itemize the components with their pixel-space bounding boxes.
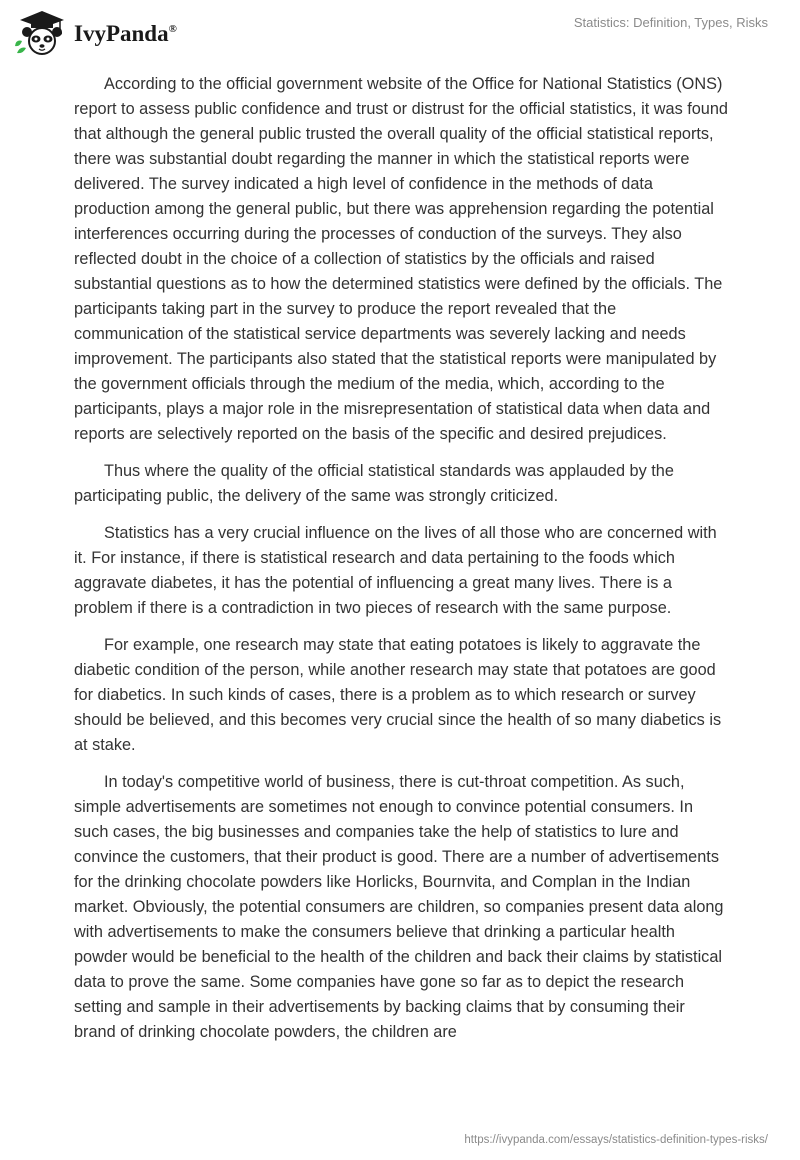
paragraph: According to the official government website of the Office for National Statistics (ONS) report to assess public confidence and trust or distrust for the official statistics, it was found that although the general public trusted the overall quality of the official statistical reports, there was substantial doubt regarding the manner in which the statistical reports were delivered. The survey indicated a high level of confidence in the methods of data production among the general public, but there was apprehension regarding the potential interferences occurring during the processes of conduction of the surveys. They also reflected doubt in the choice of a collection of statistics by the officials and raised substantial questions as to how the determined statistics were defined by the officials. The participants taking part in the survey to produce the report revealed that the communication of the statistical service departments was severely lacking and needs improvement. The participants also stated that the statistical reports were manipulated by the government officials through the medium of the media, which, according to the participants, plays a major role in the misrepresentation of statistical data when data and reports are selectively reported on the basis of the specific and desired prejudices.: [74, 75, 728, 443]
paragraph: Thus where the quality of the official statistical standards was applauded by the participating public, the delivery of the same was strongly criticized.: [74, 462, 674, 505]
paragraph: Statistics has a very crucial influence on the lives of all those who are concerned with it. For instance, if there is statistical research and data pertaining to the foods which aggravate diabetes, it has the potential of influencing a great many lives. There is a problem if there is a contradiction in two pieces of research with the same purpose.: [74, 524, 717, 617]
source-url[interactable]: https://ivypanda.com/essays/statistics-definition-types-risks/: [464, 1134, 768, 1146]
ivypanda-logo[interactable]: [14, 8, 214, 58]
page-header: [0, 0, 800, 70]
registered-mark: ®: [168, 23, 177, 35]
paragraph: In today's competitive world of business, there is cut-throat competition. As such, simple advertisements are sometimes not enough to convince potential consumers. In such cases, the big businesses and companies take the help of statistics to lure and convince the customers, that their product is good. There are a number of advertisements for the drinking chocolate powders like Horlicks, Bournvita, and Complan in the Indian market. Obviously, the potential consumers are children, so companies present data along with advertisements to make the consumers believe that drinking a particular health powder would be beneficial to the health of the children and back their claims by statistical data to prove the same. Some companies have gone so far as to depict the research setting and sample in their advertisements by backing claims that by consuming their brand of drinking chocolate powders, the children are: [74, 773, 724, 1041]
panda-graduate-icon: [14, 8, 70, 58]
document-title: Statistics: Definition, Types, Risks: [573, 15, 768, 30]
article-body: [74, 72, 730, 1057]
paragraph: For example, one research may state that eating potatoes is likely to aggravate the diabetic condition of the person, while another research may state that potatoes are good for diabetics. In such kinds of cases, there is a problem as to which research or survey should be believed, and this becomes very crucial since the health of so many diabetics is at stake.: [74, 636, 722, 754]
brand-name: IvyPanda®: [74, 21, 177, 46]
